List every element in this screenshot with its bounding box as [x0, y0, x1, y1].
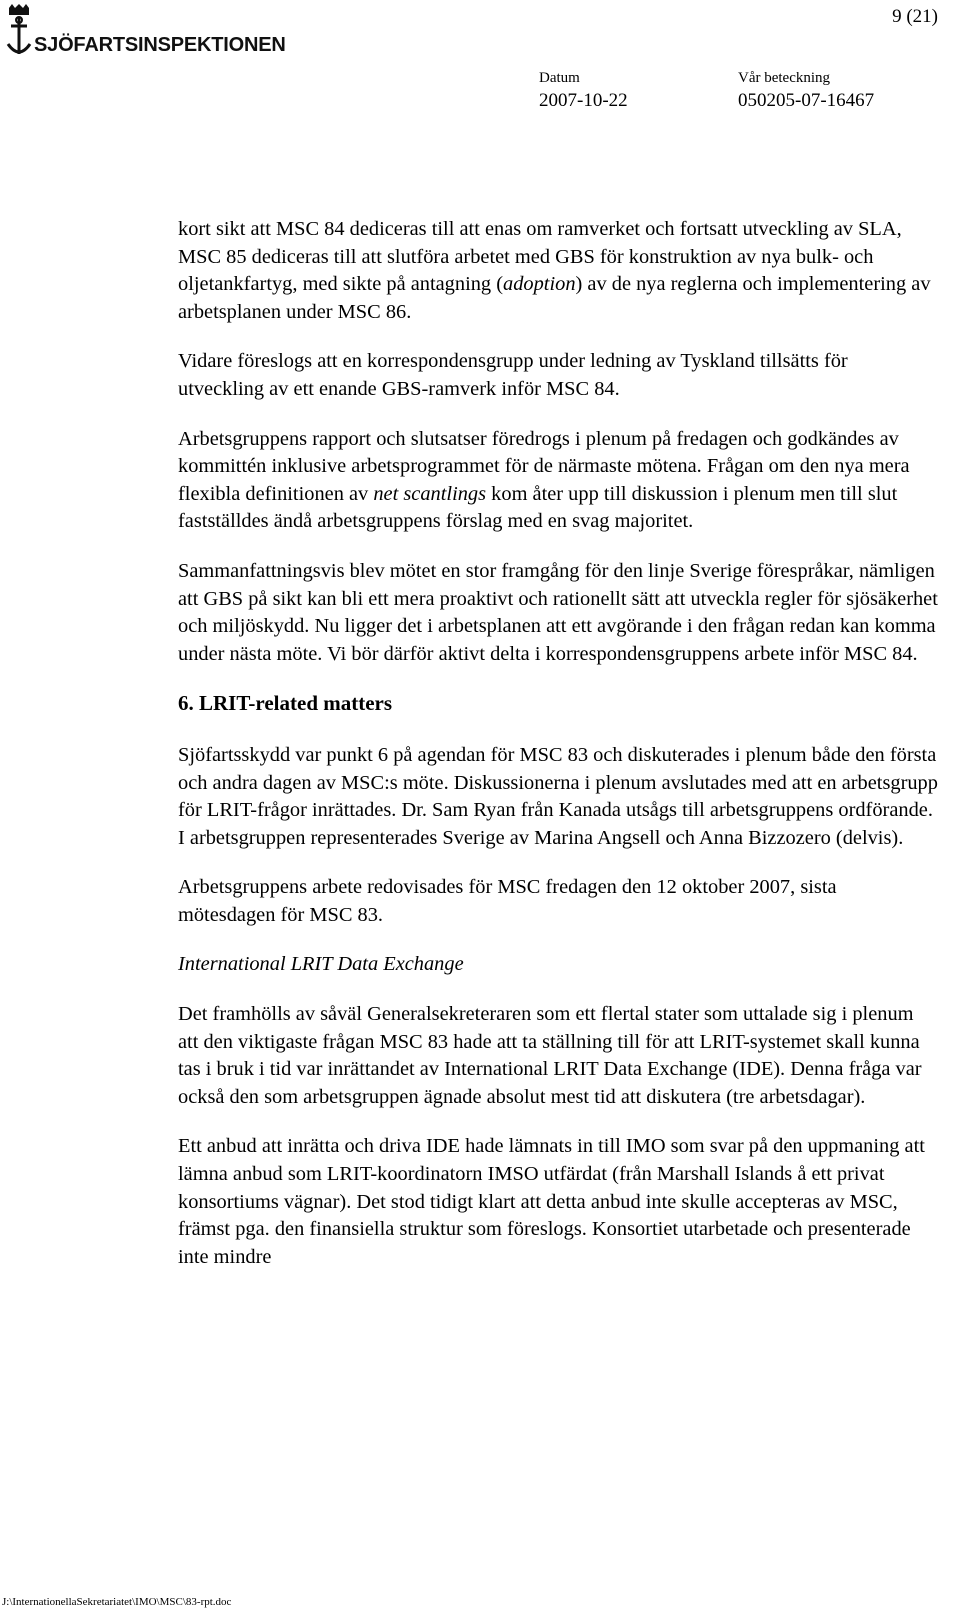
- document-body: [178, 216, 938, 1293]
- paragraph: Arbetsgruppens arbete redovisades för MSC fredagen den 12 oktober 2007, sista mötesdagen för MSC 83.: [178, 876, 837, 926]
- paragraph: kort sikt att MSC 84 dediceras till att enas om ramverket och fortsatt utveckling av SLA, MSC 85 dediceras till att slutföra arbetet med GBS för konstruktion av nya bulk- och oljetankfartyg, med sikte på antagning (adoption) av de nya reglerna och implementering av arbetsplanen under MSC 86.: [178, 218, 931, 323]
- section-heading: 6. LRIT-related matters: [178, 691, 393, 716]
- paragraph: Det framhölls av såväl Generalsekreteraren som ett flertal stater som uttalade sig i plenum att den viktigaste frågan MSC 83 hade att ta ställning till för att LRIT-systemet skall kunna tas i bruk i tid var inrättandet av International LRIT Data Exchange (IDE). Denna fråga var också den som arbetsgruppen ägnade absolut mest tid att diskutera (tre arbetsdagar).: [178, 1003, 922, 1108]
- page-number: 9 (21): [892, 6, 938, 27]
- reference-value: 050205-07-16467: [738, 90, 875, 111]
- paragraph: Ett anbud att inrätta och driva IDE hade lämnats in till IMO som svar på den uppmaning att lämna anbud som LRIT-koordinatorn IMSO utfärdat (från Marshall Islands å ett privat konsortiums vägnar). Det stod tidigt klart att detta anbud inte skulle accepteras av MSC, främst pga. den finansiella struktur som föreslogs. Konsortiet utarbetade och presenterade inte mindre: [178, 1135, 925, 1268]
- paragraph: Arbetsgruppens rapport och slutsatser föredrogs i plenum på fredagen och godkändes av kommittén inklusive arbetsprogrammet för de närmaste mötena. Frågan om den nya mera flexibla definitionen av net scantlings kom åter upp till diskussion i plenum men till slut fastställdes ändå arbetsgruppens förslag med en svag majoritet.: [178, 427, 910, 533]
- paragraph: Sjöfartsskydd var punkt 6 på agendan för MSC 83 och diskuterades i plenum både den första och andra dagen av MSC:s möte. Diskussionerna i plenum avslutades med att en arbetsgrupp för LRIT-frågor inrättades. Dr. Sam Ryan från Kanada utsågs till arbetsgruppens ordförande. I arbetsgruppen representerades Sverige av Marina Angsell och Anna Bizzozero (delvis).: [178, 743, 938, 849]
- agency-logo: [6, 4, 286, 64]
- file-path-footer: J:\InternationellaSekretariatet\IMO\MSC\83-rpt.doc: [2, 1596, 232, 1608]
- paragraph: Sammanfattningsvis blev mötet en stor framgång för den linje Sverige förespråkar, nämligen att GBS på sikt kan bli ett mera proaktivt och rationellt sätt att utveckla regler för sjösäkerhet och miljöskydd. Nu ligger det i arbetsplanen att ett avgörande i den frågan redan kan komma under nästa möte. Vi bör därför aktivt delta i korrespondensgruppens arbete inför MSC 84.: [178, 559, 938, 665]
- agency-name: SJÖFARTSINSPEKTIONEN: [34, 34, 286, 56]
- paragraph: Vidare föreslogs att en korrespondensgrupp under ledning av Tyskland tillsätts för utveckling av ett enande GBS-ramverk inför MSC 84.: [178, 350, 848, 400]
- subsection-heading: International LRIT Data Exchange: [178, 953, 464, 976]
- crown-anchor-emblem-icon: [6, 4, 34, 62]
- date-value: 2007-10-22: [539, 90, 628, 111]
- reference-label: Vår beteckning: [738, 70, 831, 86]
- date-label: Datum: [539, 70, 580, 86]
